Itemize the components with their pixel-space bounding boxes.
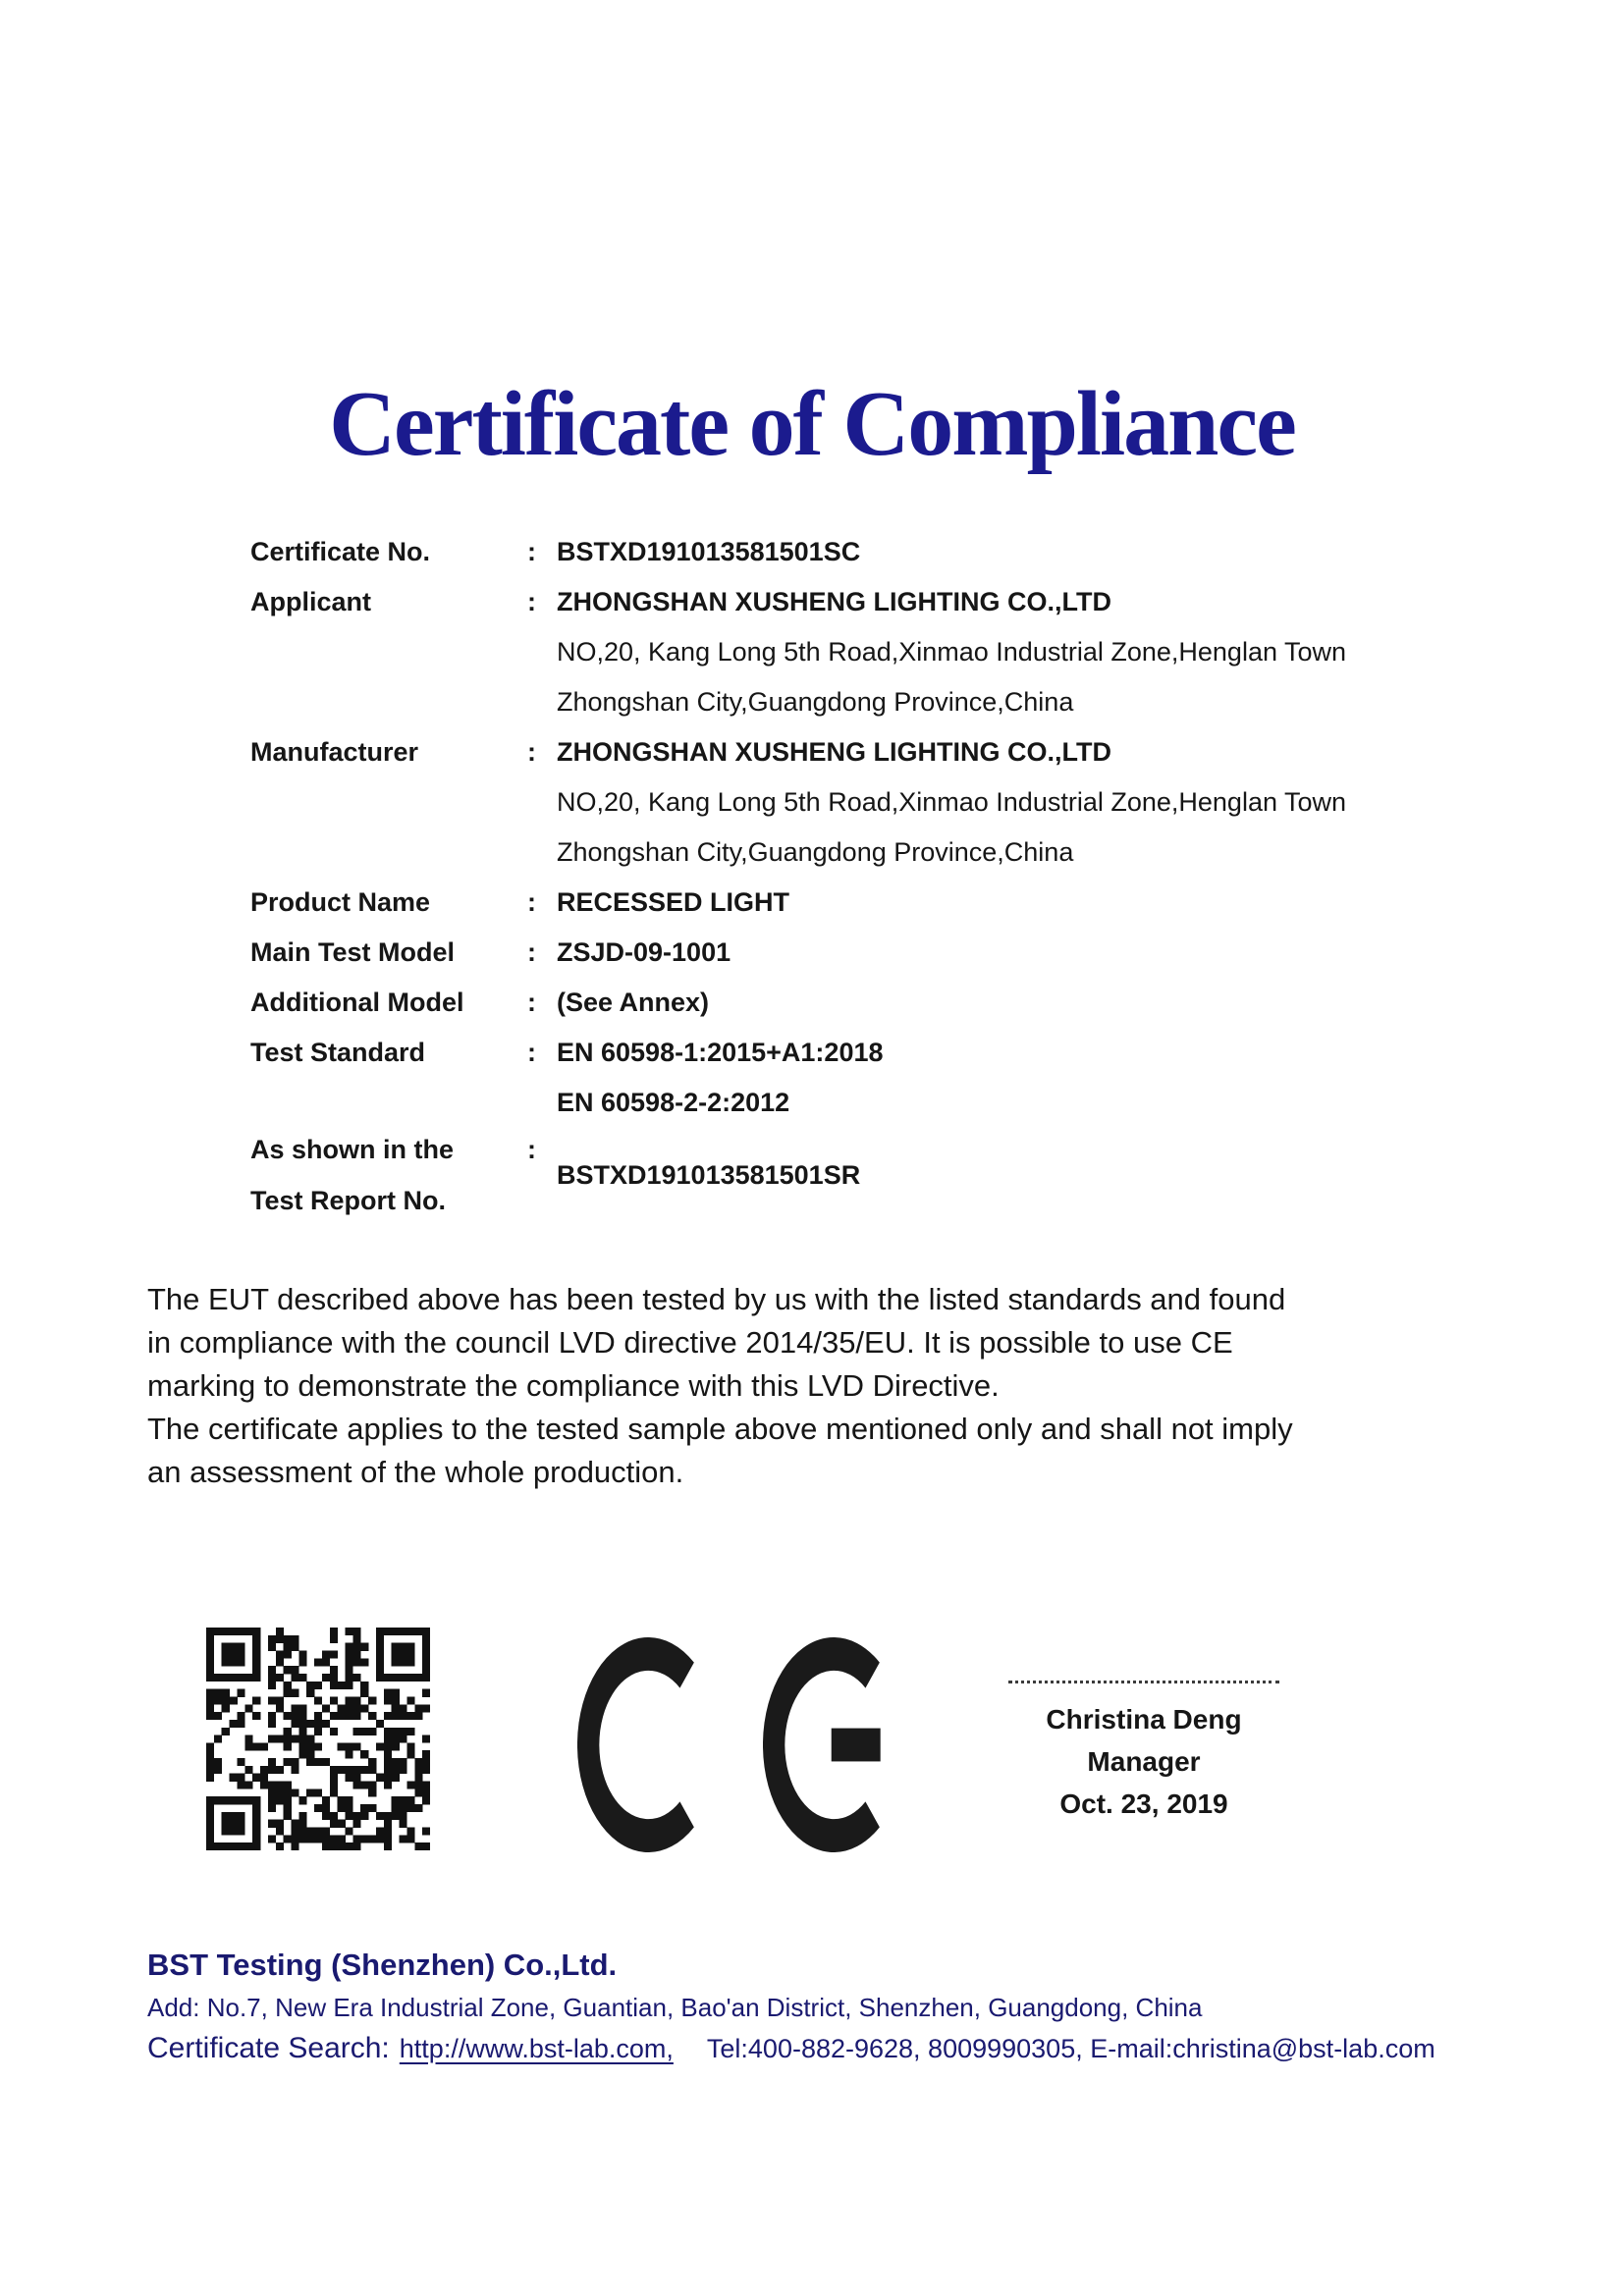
detail-colon: : <box>527 737 536 767</box>
detail-label: Test Standard <box>250 1038 426 1067</box>
detail-row-applicant <box>250 585 1111 618</box>
qr-code-svg <box>206 1628 430 1850</box>
detail-label: Certificate No. <box>250 537 431 566</box>
detail-value: Zhongshan City,Guangdong Province,China <box>557 837 1074 867</box>
statement-line: The certificate applies to the tested sample above mentioned only and shall not imply <box>147 1412 1293 1446</box>
footer-company-name: BST Testing (Shenzhen) Co.,Ltd. <box>147 1948 618 1982</box>
footer-contact: Tel:400-882-9628, 8009990305, E-mail:christina@bst-lab.com <box>706 2034 1435 2063</box>
detail-row-certificate-no <box>250 535 860 568</box>
detail-colon: : <box>527 887 536 917</box>
detail-row-additional-model <box>250 986 709 1019</box>
certificate-search-url[interactable]: http://www.bst-lab.com, <box>399 2034 674 2063</box>
ce-mark-icon <box>763 1637 882 1852</box>
detail-label: Additional Model <box>250 988 464 1017</box>
detail-value: ZHONGSHAN XUSHENG LIGHTING CO.,LTD <box>557 737 1111 767</box>
statement-paragraph <box>147 1278 1483 1494</box>
ce-letter-e <box>763 1637 882 1852</box>
signatory-title: Manager <box>1087 1746 1201 1777</box>
ce-mark-icon <box>577 1637 696 1852</box>
detail-row-manufacturer-address-1 <box>250 785 1346 819</box>
qr-code-icon <box>206 1628 430 1850</box>
detail-label: Product Name <box>250 887 431 917</box>
detail-value: EN 60598-1:2015+A1:2018 <box>557 1038 884 1067</box>
detail-label: Main Test Model <box>250 937 456 967</box>
detail-value: EN 60598-2-2:2012 <box>557 1088 790 1117</box>
detail-row-manufacturer-address-2 <box>250 835 1073 869</box>
detail-value: RECESSED LIGHT <box>557 887 790 917</box>
detail-value: ZSJD-09-1001 <box>557 937 731 967</box>
detail-row-test-report <box>250 1135 1330 1243</box>
detail-row-applicant-address-1 <box>250 635 1346 668</box>
detail-colon: : <box>527 937 536 967</box>
statement-line: an assessment of the whole production. <box>147 1455 684 1489</box>
detail-colon: : <box>527 1135 536 1164</box>
signature-date: Oct. 23, 2019 <box>1059 1789 1228 1819</box>
detail-value: BSTXD191013581501SC <box>557 537 861 566</box>
detail-row-product-name <box>250 885 789 919</box>
detail-value: NO,20, Kang Long 5th Road,Xinmao Industrial Zone,Henglan Town <box>557 787 1347 817</box>
detail-row-test-standard <box>250 1036 884 1069</box>
detail-colon: : <box>527 1038 536 1067</box>
detail-row-test-standard-2 <box>250 1086 789 1119</box>
certificate-title: Certificate of Compliance <box>329 373 1295 475</box>
detail-colon: : <box>527 587 536 616</box>
detail-label: Applicant <box>250 587 372 616</box>
detail-label-line-1: As shown in the <box>250 1135 455 1164</box>
detail-colon: : <box>527 988 536 1017</box>
detail-value: (See Annex) <box>557 988 710 1017</box>
detail-row-applicant-address-2 <box>250 685 1073 719</box>
detail-label: Manufacturer <box>250 737 419 767</box>
detail-row-main-test-model <box>250 935 731 969</box>
detail-value: Zhongshan City,Guangdong Province,China <box>557 687 1074 717</box>
detail-row-manufacturer <box>250 735 1111 769</box>
footer-search-line <box>147 2032 1435 2065</box>
ce-letter-c <box>577 1637 696 1852</box>
signatory-name: Christina Deng <box>1046 1704 1242 1735</box>
statement-line: The EUT described above has been tested by us with the listed standards and found <box>147 1282 1286 1316</box>
certificate-search-label: Certificate Search: <box>147 2032 390 2064</box>
statement-line: in compliance with the council LVD directive 2014/35/EU. It is possible to use CE <box>147 1325 1233 1360</box>
statement-line: marking to demonstrate the compliance with this LVD Directive. <box>147 1368 1000 1403</box>
detail-label-line-2: Test Report No. <box>250 1186 447 1215</box>
detail-colon: : <box>527 537 536 566</box>
detail-value: BSTXD191013581501SR <box>557 1160 861 1190</box>
signature-block <box>972 1681 1316 1825</box>
detail-value: ZHONGSHAN XUSHENG LIGHTING CO.,LTD <box>557 587 1111 616</box>
footer-address: Add: No.7, New Era Industrial Zone, Guantian, Bao'an District, Shenzhen, Guangdong, China <box>147 1993 1203 2022</box>
detail-value: NO,20, Kang Long 5th Road,Xinmao Industrial Zone,Henglan Town <box>557 637 1347 667</box>
signature-dotted-line <box>1008 1681 1279 1683</box>
